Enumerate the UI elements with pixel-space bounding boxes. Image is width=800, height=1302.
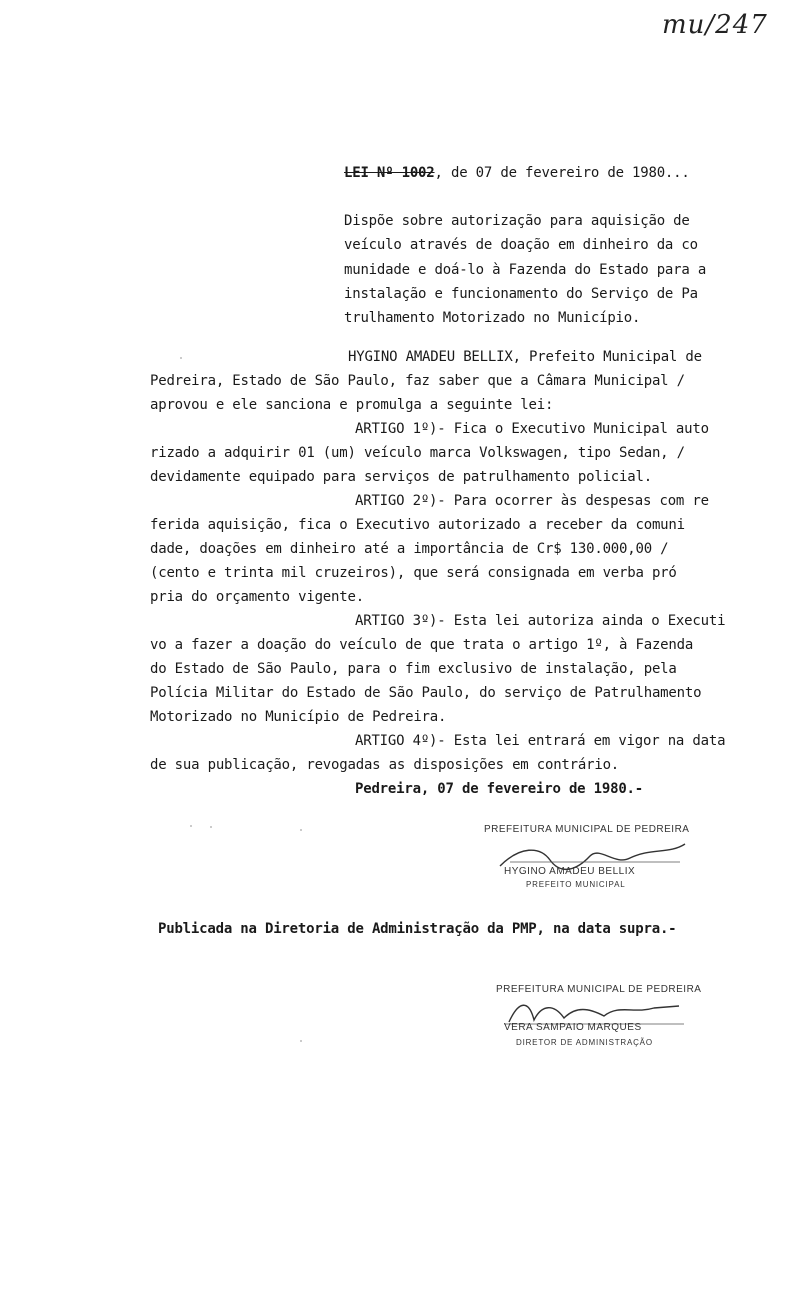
scan-speck — [300, 829, 302, 831]
body-line: pria do orçamento vigente. — [150, 589, 364, 605]
stamp-role: PREFEITO MUNICIPAL — [526, 880, 626, 889]
body-line: Polícia Militar do Estado de São Paulo, do serviço de Patrulhamento — [150, 685, 702, 701]
law-number: LEI Nº 1002 — [344, 165, 435, 181]
body-line: do Estado de São Paulo, para o fim exclusivo de instalação, pela — [150, 661, 677, 677]
scan-speck — [190, 825, 192, 827]
ementa-line: Dispõe sobre autorização para aquisição de — [344, 213, 690, 229]
body-line: HYGINO AMADEU BELLIX, Prefeito Municipal de — [348, 349, 702, 365]
mayor-signature-stamp — [480, 822, 700, 892]
body-line: vo a fazer a doação do veículo de que trata o artigo 1º, à Fazenda — [150, 637, 694, 653]
body-line: Motorizado no Município de Pedreira. — [150, 709, 447, 725]
article-2-heading: ARTIGO 2º)- Para ocorrer às despesas com re — [355, 493, 709, 509]
scan-speck — [210, 826, 212, 828]
law-title — [344, 162, 690, 184]
stamp-name: VERA SAMPAIO MARQUES — [504, 1022, 642, 1033]
ementa-line: instalação e funcionamento do Serviço de Pa — [344, 286, 698, 302]
scan-speck — [180, 357, 182, 359]
director-signature-stamp — [494, 982, 702, 1054]
body-line: rizado a adquirir 01 (um) veículo marca Volkswagen, tipo Sedan, / — [150, 445, 685, 461]
stamp-role: DIRETOR DE ADMINISTRAÇÃO — [516, 1038, 653, 1047]
body-line: aprovou e ele sanciona e promulga a seguinte lei: — [150, 397, 554, 413]
ementa-line: veículo através de doação em dinheiro da co — [344, 237, 698, 253]
body-line: dade, doações em dinheiro até a importância de Cr$ 130.000,00 / — [150, 541, 669, 557]
handwritten-folio-note: mu/247 — [662, 10, 768, 40]
stamp-title: PREFEITURA MUNICIPAL DE PEDREIRA — [484, 824, 690, 835]
article-1-heading: ARTIGO 1º)- Fica o Executivo Municipal auto — [355, 421, 709, 437]
body-line: (cento e trinta mil cruzeiros), que será consignada em verba pró — [150, 565, 677, 581]
scan-speck — [300, 1040, 302, 1042]
article-4-heading: ARTIGO 4º)- Esta lei entrará em vigor na data — [355, 733, 726, 749]
body-line: devidamente equipado para serviços de patrulhamento policial. — [150, 469, 652, 485]
stamp-name: HYGINO AMADEU BELLIX — [504, 866, 636, 877]
body-line: ferida aquisição, fica o Executivo autorizado a receber da comuni — [150, 517, 685, 533]
ementa-line: trulhamento Motorizado no Município. — [344, 310, 641, 326]
ementa-line: munidade e doá-lo à Fazenda do Estado para a — [344, 262, 707, 278]
signing-place-date: Pedreira, 07 de fevereiro de 1980.- — [355, 781, 644, 797]
article-3-heading: ARTIGO 3º)- Esta lei autoriza ainda o Executi — [355, 613, 726, 629]
body-line: Pedreira, Estado de São Paulo, faz saber que a Câmara Municipal / — [150, 373, 685, 389]
body-line: de sua publicação, revogadas as disposições em contrário. — [150, 757, 620, 773]
stamp-title: PREFEITURA MUNICIPAL DE PEDREIRA — [496, 984, 702, 995]
law-date: , de 07 de fevereiro de 1980... — [434, 165, 690, 181]
publication-note: Publicada na Diretoria de Administração da PMP, na data supra.- — [158, 921, 677, 937]
